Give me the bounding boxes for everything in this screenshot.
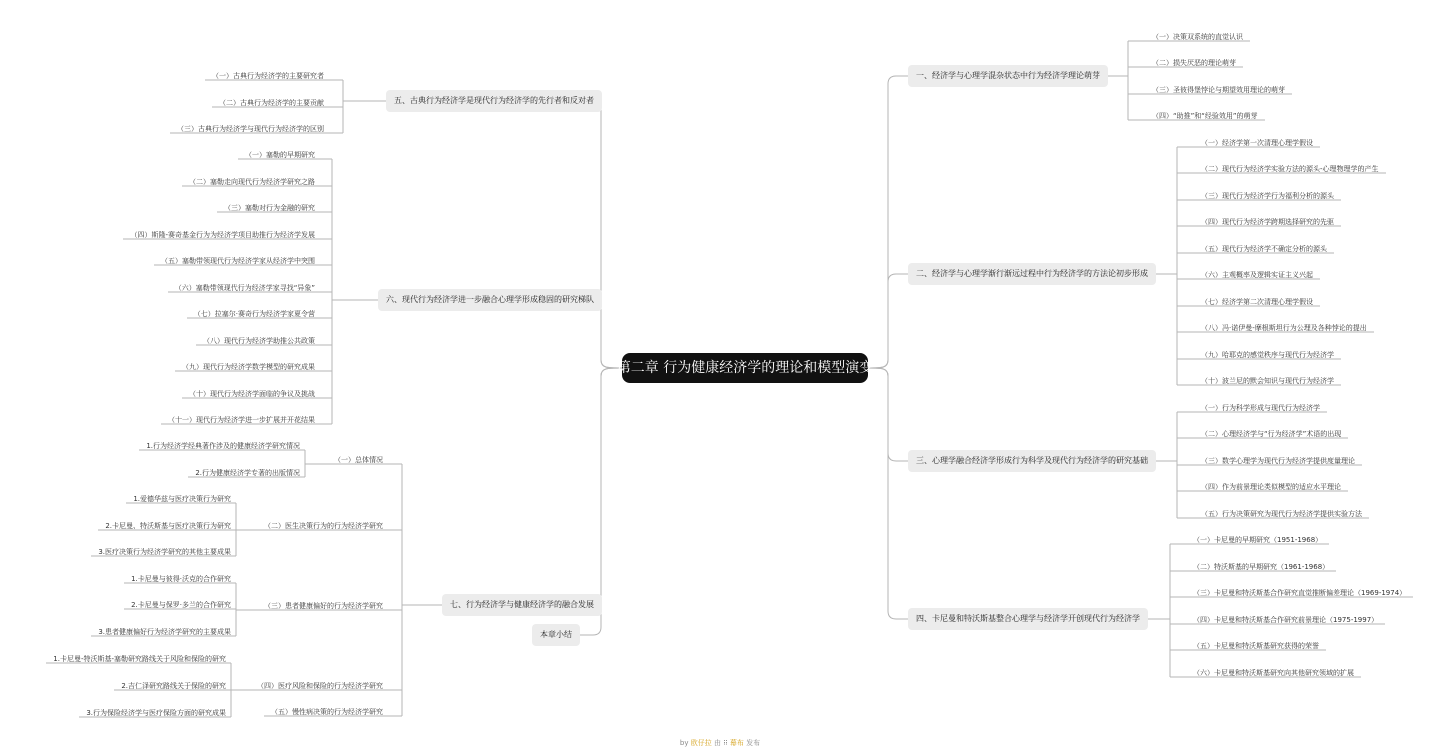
- leaf-node[interactable]: （二）现代行为经济学实验方法的源头-心理物理学的产生: [1201, 165, 1379, 173]
- leaf-node[interactable]: （二）古典行为经济学的主要贡献: [219, 99, 324, 107]
- footer-pub: 发布: [746, 739, 761, 747]
- leaf-node[interactable]: （三）塞勒对行为金融的研究: [224, 204, 315, 212]
- leaf-node[interactable]: （三）卡尼曼和特沃斯基合作研究直觉推断偏差理论（1969-1974）: [1193, 589, 1407, 597]
- leaf-node[interactable]: 2.卡尼曼、特沃斯基与医疗决策行为研究: [105, 522, 231, 530]
- branch-2-node[interactable]: 二、经济学与心理学渐行渐远过程中行为经济学的方法论初步形成: [908, 263, 1156, 285]
- leaf-node[interactable]: （三）古典行为经济学与现代行为经济学的区别: [177, 125, 324, 133]
- branch-summary-node[interactable]: 本章小结: [532, 624, 580, 646]
- branch-5-node[interactable]: 五、古典行为经济学是现代行为经济学的先行者和反对者: [386, 90, 602, 112]
- sub-branch-node[interactable]: （五）慢性病决策的行为经济学研究: [271, 708, 383, 716]
- leaf-node[interactable]: （四）斯隆-赛奇基金行为为经济学项目助推行为经济学发展: [130, 231, 315, 239]
- sub-branch-node[interactable]: （二）医生决策行为的行为经济学研究: [264, 522, 383, 530]
- footer-credit: [0, 738, 1440, 748]
- root-node[interactable]: 第二章 行为健康经济学的理论和模型演变: [622, 353, 868, 383]
- leaf-node[interactable]: （二）特沃斯基的早期研究（1961-1968）: [1193, 563, 1330, 571]
- leaf-node[interactable]: （五）塞勒带领现代行为经济学家从经济学中突围: [161, 257, 315, 265]
- connector-line: [868, 368, 908, 619]
- branch-6-node[interactable]: 六、现代行为经济学进一步融合心理学形成稳固的研究梯队: [378, 289, 602, 311]
- leaf-node[interactable]: （六）塞勒带领现代行为经济学家寻找“异象”: [174, 284, 315, 292]
- leaf-node[interactable]: 2.行为健康经济学专著的出版情况: [195, 469, 300, 477]
- leaf-node[interactable]: （一）决策双系统的直觉认识: [1152, 33, 1243, 41]
- leaf-node[interactable]: （二）塞勒走向现代行为经济学研究之路: [189, 178, 315, 186]
- leaf-node[interactable]: （五）卡尼曼和特沃斯基研究获得的荣誉: [1193, 642, 1319, 650]
- leaf-node[interactable]: （十一）现代行为经济学进一步扩展并开花结果: [168, 416, 315, 424]
- leaf-node[interactable]: 1.卡尼曼-特沃斯基-塞勒研究路线关于风险和保险的研究: [53, 655, 226, 663]
- leaf-node[interactable]: （三）现代行为经济学行为福利分析的源头: [1201, 192, 1334, 200]
- connector-line: [868, 368, 908, 461]
- leaf-node[interactable]: （五）行为决策研究为现代行为经济学提供实验方法: [1201, 510, 1362, 518]
- leaf-node[interactable]: 1.行为经济学经典著作涉及的健康经济学研究情况: [146, 442, 300, 450]
- leaf-node[interactable]: （一）塞勒的早期研究: [245, 151, 315, 159]
- leaf-node[interactable]: （八）冯·诺伊曼-摩根斯坦行为公理及各种悖论的提出: [1201, 324, 1367, 332]
- leaf-node[interactable]: 3.行为保险经济学与医疗保险方面的研究成果: [86, 709, 226, 717]
- leaf-node[interactable]: （四）作为前景理论类似模型的适应水平理论: [1201, 483, 1341, 491]
- leaf-node[interactable]: （四）卡尼曼和特沃斯基合作研究前景理论（1975-1997）: [1193, 616, 1379, 624]
- leaf-node[interactable]: （六）卡尼曼和特沃斯基研究向其他研究领域的扩展: [1193, 669, 1354, 677]
- leaf-node[interactable]: （七）经济学第二次清理心理学假设: [1201, 298, 1313, 306]
- leaf-node[interactable]: （三）数学心理学为现代行为经济学提供度量理论: [1201, 457, 1355, 465]
- branch-7-node[interactable]: 七、行为经济学与健康经济学的融合发展: [442, 594, 602, 616]
- footer-via: 由: [713, 739, 721, 747]
- leaf-node[interactable]: （五）现代行为经济学不确定分析的源头: [1201, 245, 1327, 253]
- leaf-node[interactable]: （一）卡尼曼的早期研究（1951-1968）: [1193, 536, 1323, 544]
- leaf-node[interactable]: （九）哈耶克的感觉秩序与现代行为经济学: [1201, 351, 1334, 359]
- branch-1-node[interactable]: 一、经济学与心理学混杂状态中行为经济学理论萌芽: [908, 65, 1108, 87]
- leaf-node[interactable]: （二）心理经济学与“行为经济学”术语的出现: [1201, 430, 1342, 438]
- connector-line: [593, 368, 622, 605]
- leaf-node[interactable]: 1.爱德华兹与医疗决策行为研究: [133, 495, 231, 503]
- leaf-node[interactable]: 3.医疗决策行为经济学研究的其他主要成果: [98, 548, 231, 556]
- leaf-node[interactable]: （三）圣彼得堡悖论与期望效用理论的萌芽: [1152, 86, 1285, 94]
- leaf-node[interactable]: （十）现代行为经济学面临的争议及挑战: [189, 390, 315, 398]
- leaf-node[interactable]: （七）拉塞尔·赛奇行为经济学家夏令营: [193, 310, 315, 318]
- leaf-node[interactable]: （九）现代行为经济学数学模型的研究成果: [182, 363, 315, 371]
- leaf-node[interactable]: （二）损失厌恶的理论萌芽: [1152, 59, 1236, 67]
- sub-branch-node[interactable]: （一）总体情况: [334, 456, 383, 464]
- leaf-node[interactable]: （八）现代行为经济学助推公共政策: [203, 337, 315, 345]
- footer-brand-link[interactable]: 幕布: [729, 739, 744, 747]
- branch-3-node[interactable]: 三、心理学融合经济学形成行为科学及现代行为经济学的研究基础: [908, 450, 1156, 472]
- connector-line: [593, 101, 622, 368]
- connector-line: [868, 76, 908, 368]
- leaf-node[interactable]: （四）现代行为经济学跨期选择研究的先驱: [1201, 218, 1334, 226]
- branch-4-node[interactable]: 四、卡尼曼和特沃斯基整合心理学与经济学开创现代行为经济学: [908, 608, 1148, 630]
- sub-branch-node[interactable]: （三）患者健康偏好的行为经济学研究: [264, 602, 383, 610]
- mubu-logo-icon: ⁝⁝: [723, 739, 728, 747]
- footer-by: by: [679, 739, 689, 747]
- leaf-node[interactable]: 1.卡尼曼与彼得·沃克的合作研究: [131, 575, 231, 583]
- leaf-node[interactable]: （一）经济学第一次清理心理学假设: [1201, 139, 1313, 147]
- leaf-node[interactable]: 2.吉仁泽研究路线关于保险的研究: [121, 682, 226, 690]
- leaf-node[interactable]: 3.患者健康偏好行为经济学研究的主要成果: [98, 628, 231, 636]
- connector-line: [868, 274, 908, 368]
- sub-branch-node[interactable]: （四）医疗风险和保险的行为经济学研究: [257, 682, 383, 690]
- footer-author-link[interactable]: 欧仔拉: [690, 739, 712, 747]
- leaf-node[interactable]: （四）“助推”和“经验效用”的萌芽: [1152, 112, 1258, 120]
- leaf-node[interactable]: （十）波兰尼的默会知识与现代行为经济学: [1201, 377, 1334, 385]
- leaf-node[interactable]: 2.卡尼曼与保罗·多兰的合作研究: [131, 601, 231, 609]
- leaf-node[interactable]: （六）主观概率及逻辑实证主义兴起: [1201, 271, 1313, 279]
- leaf-node[interactable]: （一）古典行为经济学的主要研究者: [212, 72, 324, 80]
- leaf-node[interactable]: （一）行为科学形成与现代行为经济学: [1201, 404, 1320, 412]
